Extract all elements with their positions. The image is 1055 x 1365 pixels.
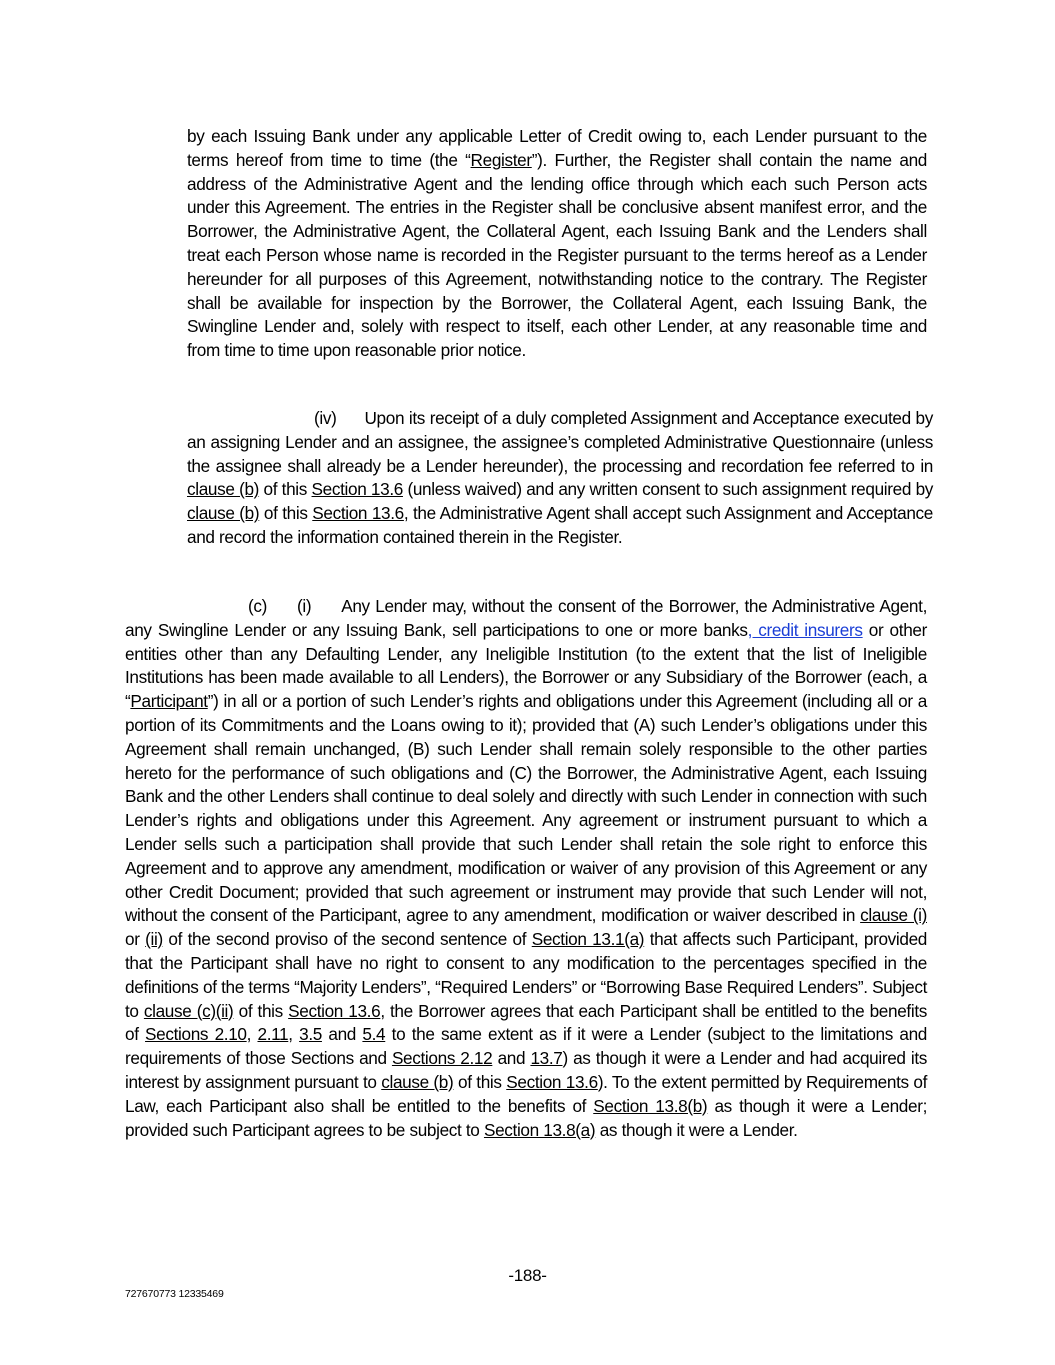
text: of this: [233, 1000, 289, 1021]
page-number: -188-: [508, 1266, 547, 1285]
text: or: [125, 929, 146, 950]
text: ”). Further, the Register shall contain the name and address of the Administrative Agent and the lending office through which each such Person acts under this Agreement. The entries in the Register shall be conclusive absent manifest error, and the Borrower, the Administrative Agent, the Collateral Agent, each Issuing Bank and the Lenders shall treat each Person whose name is recorded in the Register pursuant to the terms hereof as a Lender hereunder for all purposes of this Agreement, notwithstanding notice to the contrary. The Register shall be available for inspection by the Borrower, the Collateral Agent, each Issuing Bank, the Swingline Lender and, solely with respect to itself, each other Lender, at any reasonable time and from time to time upon reasonable prior notice.: [187, 149, 927, 361]
text: Upon its receipt of a duly completed Assignment and Acceptance executed by an assigning Lender and an assignee, the assignee’s completed Administrative Questionnaire (unless the assignee shall already be a Lender hereunder), the processing and recordation fee referred to in: [187, 408, 933, 476]
text: as though it were a Lender.: [595, 1119, 798, 1140]
clause-number-c: (c): [248, 596, 267, 616]
text: of this: [259, 479, 312, 500]
text: that affects such Participant, provided that the Participant shall have no right to consent to any modification to the percentages specified in the definitions of the terms “Majority Lenders”, “Required Lenders” or “Borrowing Base Required Lenders”. Subject to: [125, 929, 927, 1021]
text: of this: [453, 1071, 507, 1092]
paragraph-c-i: [125, 595, 927, 1142]
text: and: [492, 1048, 531, 1069]
cross-reference: Sections 2.12: [391, 1048, 493, 1069]
clause-number-iv: (iv): [314, 408, 337, 428]
text: ) as though it were a Lender and had acquired its interest by assignment pursuant to: [125, 1048, 927, 1092]
cross-reference: clause (b): [381, 1071, 454, 1092]
text: ”) in all or a portion of such Lender’s rights and obligations under this Agreement (including all or a portion of its Commitments and the Loans owing to it); provided that (A) such Lender’s obligations under this Agreement shall remain unchanged, (B) such Lender shall remain solely responsible to the other parties hereto for the performance of such obligations and (C) the Borrower, the Administrative Agent, each Issuing Bank and the other Lenders shall continue to deal solely and directly with such Lender in connection with such Lender’s rights and obligations under this Agreement. Any agreement or instrument pursuant to which a Lender sells such a participation shall provide that such Lender shall retain the sole right to enforce this Agreement and to approve any amendment, modification or waiver of any provision of this Agreement or any other Credit Document; provided that such agreement or instrument may provide that such Lender will not, without the consent of the Participant, agree to any amendment, modification or waiver described in: [125, 691, 927, 926]
defined-term-participant: Participant: [130, 691, 208, 712]
cross-reference: clause (b): [187, 479, 260, 500]
text: of the second proviso of the second sentence of: [162, 929, 532, 950]
cross-reference: 3.5: [299, 1024, 322, 1045]
cross-reference: Section 13.6: [288, 1000, 381, 1021]
clause-number-i: (i): [297, 596, 312, 616]
cross-reference: 5.4: [362, 1024, 386, 1045]
cross-reference: clause (c)(ii): [143, 1000, 234, 1021]
cross-reference: clause (i): [860, 905, 927, 926]
text: Any Lender may, without the consent of the Borrower, the Administrative Agent, any Swingline Lender or any Issuing Bank, sell participations to one or more banks: [125, 596, 927, 640]
text: of this: [259, 503, 313, 524]
text: or other entities other than any Defaulting Lender, any Ineligible Institution (to the extent that the list of Ineligible Institutions has been made available to all Lenders), the Borrower or any Subsidiary of the Borrower (each, a “: [125, 619, 927, 712]
document-id: 727670773 12335469: [125, 1288, 224, 1300]
cross-reference: Section 13.6: [312, 503, 404, 524]
cross-reference: Section 13.1(a): [531, 929, 645, 950]
paragraph-register: [187, 125, 927, 363]
cross-reference: clause (b): [187, 503, 260, 524]
cross-reference: (ii): [145, 929, 163, 950]
text: (unless waived) and any written consent to such assignment required by: [402, 479, 934, 500]
text: , the Administrative Agent shall accept such Assignment and Acceptance and record the information contained therein in the Register.: [187, 503, 933, 547]
cross-reference: 13.7: [530, 1048, 563, 1069]
text: ). To the extent permitted by Requirements of Law, each Participant also shall be entitled to the benefits of: [125, 1071, 928, 1116]
defined-term-register: Register: [470, 149, 532, 170]
cross-reference: Sections 2.10: [145, 1024, 247, 1045]
cross-reference: Section 13.6: [506, 1071, 598, 1092]
text: to the same extent as if it were a Lender (subject to the limitations and requirements of those Sections and: [125, 1024, 927, 1069]
text: ,: [246, 1024, 258, 1045]
text: , the Borrower agrees that each Participant shall be entitled to the benefits of: [125, 1000, 927, 1045]
inserted-text-link-credit-insurers[interactable]: , credit insurers: [747, 619, 863, 640]
text: by each Issuing Bank under any applicable Letter of Credit owing to, each Lender pursuant to the terms hereof from time to time (the “: [187, 126, 927, 170]
text: and: [321, 1024, 363, 1045]
text: as though it were a Lender; provided such Participant agrees to be subject to: [125, 1095, 928, 1140]
cross-reference: 2.11: [257, 1024, 289, 1045]
cross-reference: Section 13.8(b): [593, 1095, 708, 1116]
cross-reference: Section 13.6: [311, 479, 403, 500]
paragraph-iv: [187, 407, 933, 550]
cross-reference: Section 13.8(a): [483, 1119, 596, 1140]
text: ,: [288, 1024, 300, 1045]
